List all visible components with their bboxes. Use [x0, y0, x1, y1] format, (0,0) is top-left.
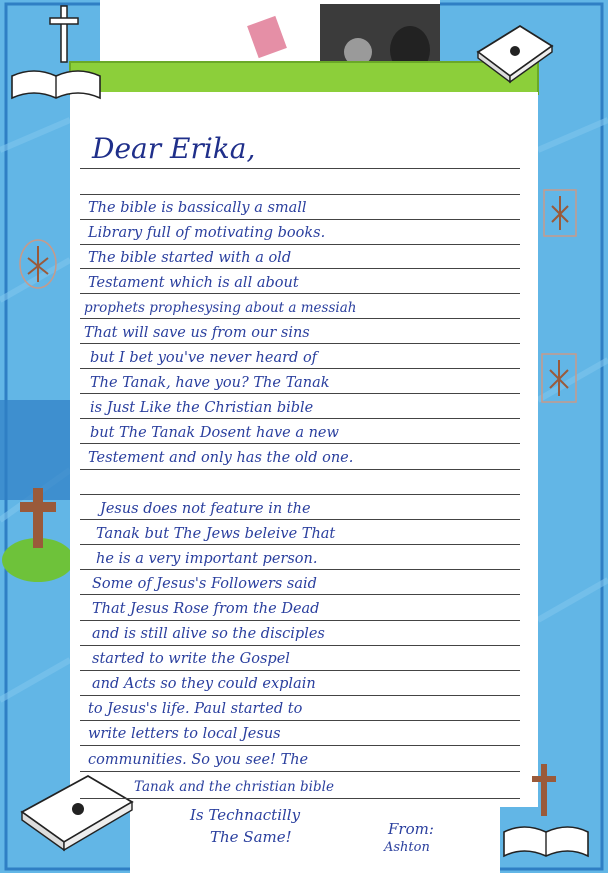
letter-line: started to write the Gospel — [92, 651, 290, 667]
open-bible-icon — [8, 62, 104, 102]
letter-line: Library full of motivating books. — [88, 225, 326, 241]
letter-line: Testement and only has the old one. — [88, 450, 354, 466]
letter-line: and is still alive so the disciples — [92, 626, 325, 642]
letter-line: he is a very important person. — [96, 551, 318, 567]
letter-line: is Just Like the Christian bible — [90, 400, 314, 416]
cross-icon — [48, 4, 80, 64]
letter-line: Jesus does not feature in the — [100, 501, 311, 517]
greeting: Dear Erika, — [92, 132, 256, 165]
letter-line: Tanak and the christian bible — [134, 779, 334, 795]
letter-line: Testament which is all about — [88, 275, 299, 291]
closing-line: The Same! — [210, 828, 292, 846]
from-name: Ashton — [384, 840, 430, 855]
letter-line: but The Tanak Dosent have a new — [90, 425, 339, 441]
letter-line: That Jesus Rose from the Dead — [92, 601, 320, 617]
letter-line: but I bet you've never heard of — [90, 350, 318, 366]
chi-rho-icon — [540, 186, 580, 240]
cross-icon — [16, 486, 60, 550]
closed-bible-icon — [474, 22, 556, 84]
letter-line: The Tanak, have you? The Tanak — [90, 375, 330, 391]
letter-line: Tanak but The Jews beleive That — [96, 526, 336, 542]
letter-line: to Jesus's life. Paul started to — [88, 701, 303, 717]
closed-bible-icon — [18, 772, 136, 852]
cross-icon — [530, 762, 558, 818]
open-bible-icon — [500, 818, 592, 860]
chi-rho-icon — [538, 350, 580, 406]
letter-line: prophets prophesysing about a messiah — [84, 300, 357, 316]
letter-line: communities. So you see! The — [88, 752, 309, 768]
letter-line: The bible is bassically a small — [88, 200, 307, 216]
from-label: From: — [388, 820, 434, 838]
letter-line: write letters to local Jesus — [88, 726, 281, 742]
closing-line: Is Technactilly — [190, 806, 301, 824]
letter-line: The bible started with a old — [88, 250, 292, 266]
chi-rho-icon — [16, 236, 60, 292]
letter-line: and Acts so they could explain — [92, 676, 316, 692]
letter-line: Some of Jesus's Followers said — [92, 576, 317, 592]
letter-line: That will save us from our sins — [84, 325, 310, 341]
